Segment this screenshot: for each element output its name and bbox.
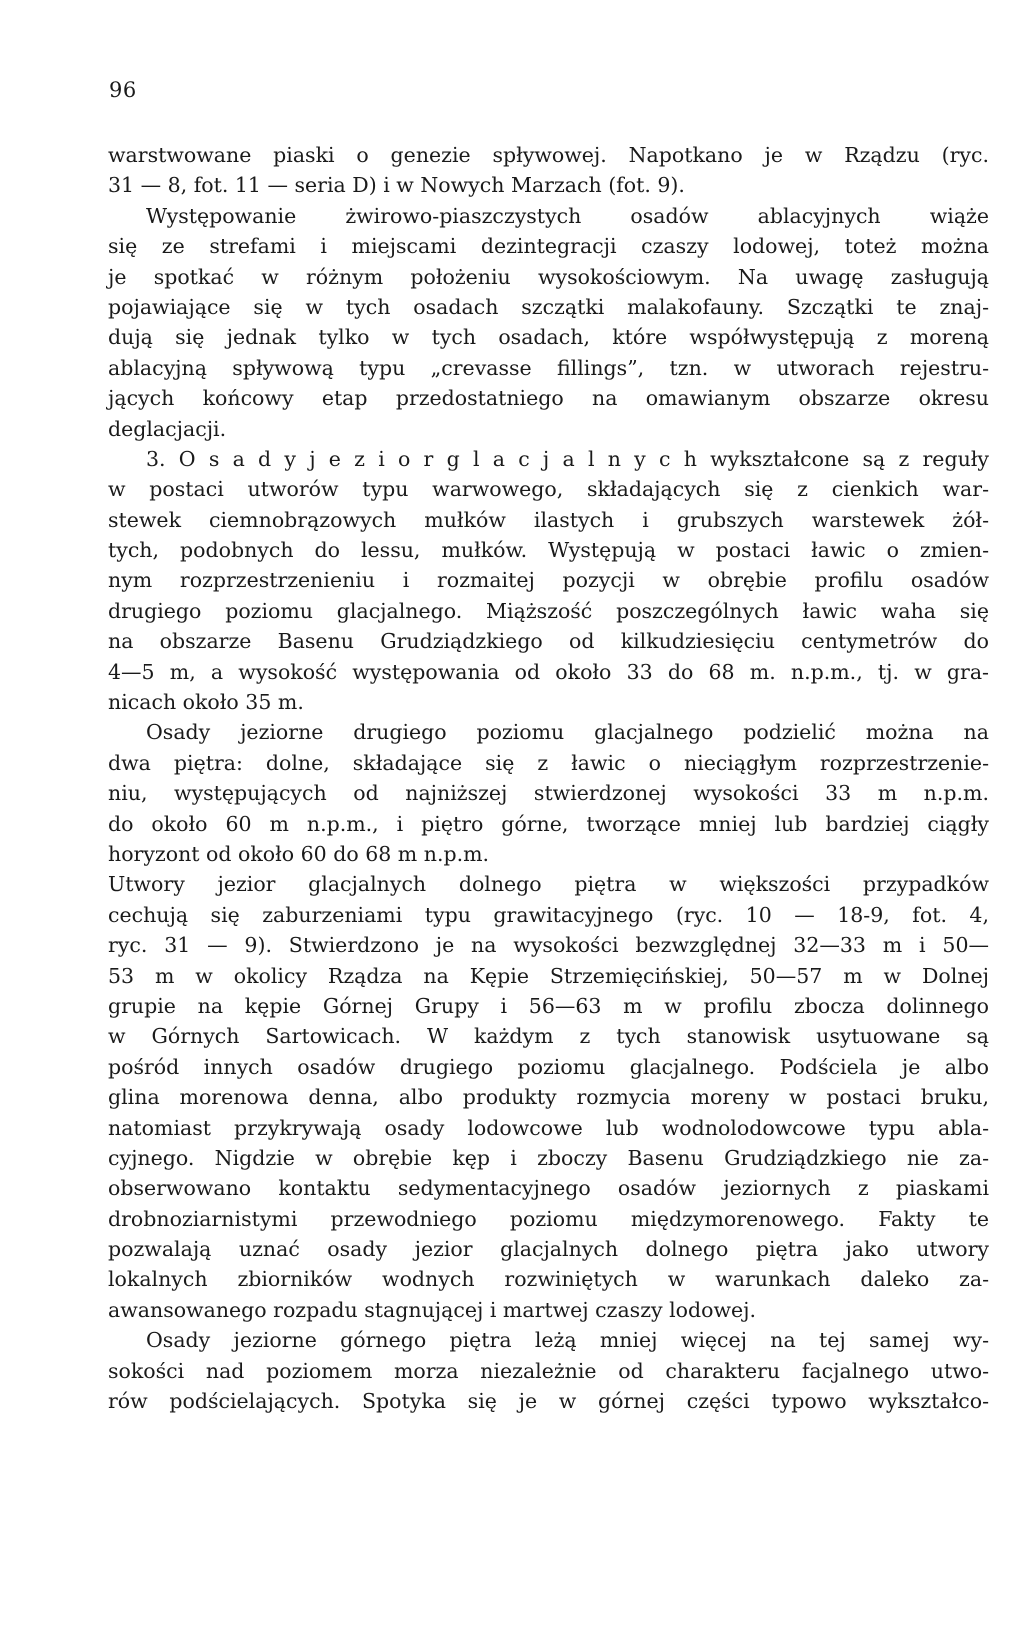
text-line: drobnoziarnistymi przewodniego poziomu międzymorenowego. Fakty te xyxy=(108,1206,989,1231)
text-line: obserwowano kontaktu sedymentacyjnego osadów jeziornych z piaskami xyxy=(108,1176,989,1201)
text-line: 53 m w okolicy Rządza na Kępie Strzemięcińskiej, 50—57 m w Dolnej xyxy=(108,963,989,988)
text-line: jących końcowy etap przedostatniego na omawianym obszarze okresu xyxy=(108,386,989,411)
text-line: deglacjacji. xyxy=(108,416,227,441)
page-number: 96 xyxy=(109,78,137,102)
text-line: Utwory jezior glacjalnych dolnego piętra w większości przypadków xyxy=(108,872,989,897)
text-line: dują się jednak tylko w tych osadach, które współwystępują z moreną xyxy=(108,325,989,350)
text-line: sokości nad poziomem morza niezależnie od charakteru facjalnego utwo- xyxy=(108,1358,989,1383)
text-line: 3. O s a d y j e z i o r g l a c j a l n y c h wykształcone są z reguły xyxy=(146,446,989,471)
text-line: tych, podobnych do lessu, mułków. Występują w postaci ławic o zmien- xyxy=(108,538,989,563)
text-line: rów podścielających. Spotyka się je w górnej części typowo wykształco- xyxy=(108,1389,989,1414)
text-line: pojawiające się w tych osadach szczątki malakofauny. Szczątki te znaj- xyxy=(108,294,989,319)
text-line: Osady jeziorne drugiego poziomu glacjalnego podzielić można na xyxy=(146,720,989,745)
text-line: nicach około 35 m. xyxy=(108,690,304,715)
text-line: do około 60 m n.p.m., i piętro górne, tworzące mniej lub bardziej ciągły xyxy=(108,811,989,836)
text-line: ablacyjną spływową typu „crevasse fillings”, tzn. w utworach rejestru- xyxy=(108,355,989,380)
text-line: się ze strefami i miejscami dezintegracji czaszy lodowej, toteż można xyxy=(108,234,989,259)
text-line: grupie na kępie Górnej Grupy i 56—63 m w profilu zbocza dolinnego xyxy=(108,993,989,1018)
text-line: w postaci utworów typu warwowego, składających się z cienkich war- xyxy=(108,477,989,502)
text-line: 31 — 8, fot. 11 — seria D) i w Nowych Marzach (fot. 9). xyxy=(108,173,685,198)
text-line: na obszarze Basenu Grudziądzkiego od kilkudziesięciu centymetrów do xyxy=(108,629,989,654)
text-line: pośród innych osadów drugiego poziomu glacjalnego. Podściela je albo xyxy=(108,1054,989,1079)
text-line: cechują się zaburzeniami typu grawitacyjnego (ryc. 10 — 18-9, fot. 4, xyxy=(108,902,989,927)
text-line: cyjnego. Nigdzie w obrębie kęp i zboczy Basenu Grudziądzkiego nie za- xyxy=(108,1145,989,1170)
text-line: warstwowane piaski o genezie spływowej. Napotkano je w Rządzu (ryc. xyxy=(108,143,989,167)
text-line: je spotkać w różnym położeniu wysokościowym. Na uwagę zasługują xyxy=(108,264,989,289)
text-line: awansowanego rozpadu stagnującej i martwej czaszy lodowej. xyxy=(108,1297,757,1322)
text-line: Występowanie żwirowo-piaszczystych osadów ablacyjnych wiąże xyxy=(146,203,989,228)
text-line: stewek ciemnobrązowych mułków ilastych i grubszych warstewek żół- xyxy=(108,507,989,532)
text-line: drugiego poziomu glacjalnego. Miąższość poszczególnych ławic waha się xyxy=(108,598,989,623)
text-line: horyzont od około 60 do 68 m n.p.m. xyxy=(108,841,490,866)
body-text xyxy=(108,140,989,1416)
text-line: dwa piętra: dolne, składające się z ławic o nieciągłym rozprzestrzenie- xyxy=(108,750,989,775)
text-line: nym rozprzestrzenieniu i rozmaitej pozycji w obrębie profilu osadów xyxy=(108,568,989,593)
text-line: niu, występujących od najniższej stwierdzonej wysokości 33 m n.p.m. xyxy=(108,781,989,806)
text-line: lokalnych zbiorników wodnych rozwiniętych w warunkach daleko za- xyxy=(108,1267,989,1292)
text-line: glina morenowa denna, albo produkty rozmycia moreny w postaci bruku, xyxy=(108,1085,989,1110)
text-line: 4—5 m, a wysokość występowania od około 33 do 68 m. n.p.m., tj. w gra- xyxy=(108,659,989,684)
text-line: w Górnych Sartowicach. W każdym z tych stanowisk usytuowane są xyxy=(108,1024,989,1049)
text-line: natomiast przykrywają osady lodowcowe lub wodnolodowcowe typu abla- xyxy=(108,1115,989,1140)
text-line: ryc. 31 — 9). Stwierdzono je na wysokości bezwzględnej 32—33 m i 50— xyxy=(108,933,989,958)
text-line: pozwalają uznać osady jezior glacjalnych dolnego piętra jako utwory xyxy=(108,1237,989,1262)
text-line: Osady jeziorne górnego piętra leżą mniej więcej na tej samej wy- xyxy=(146,1328,989,1353)
